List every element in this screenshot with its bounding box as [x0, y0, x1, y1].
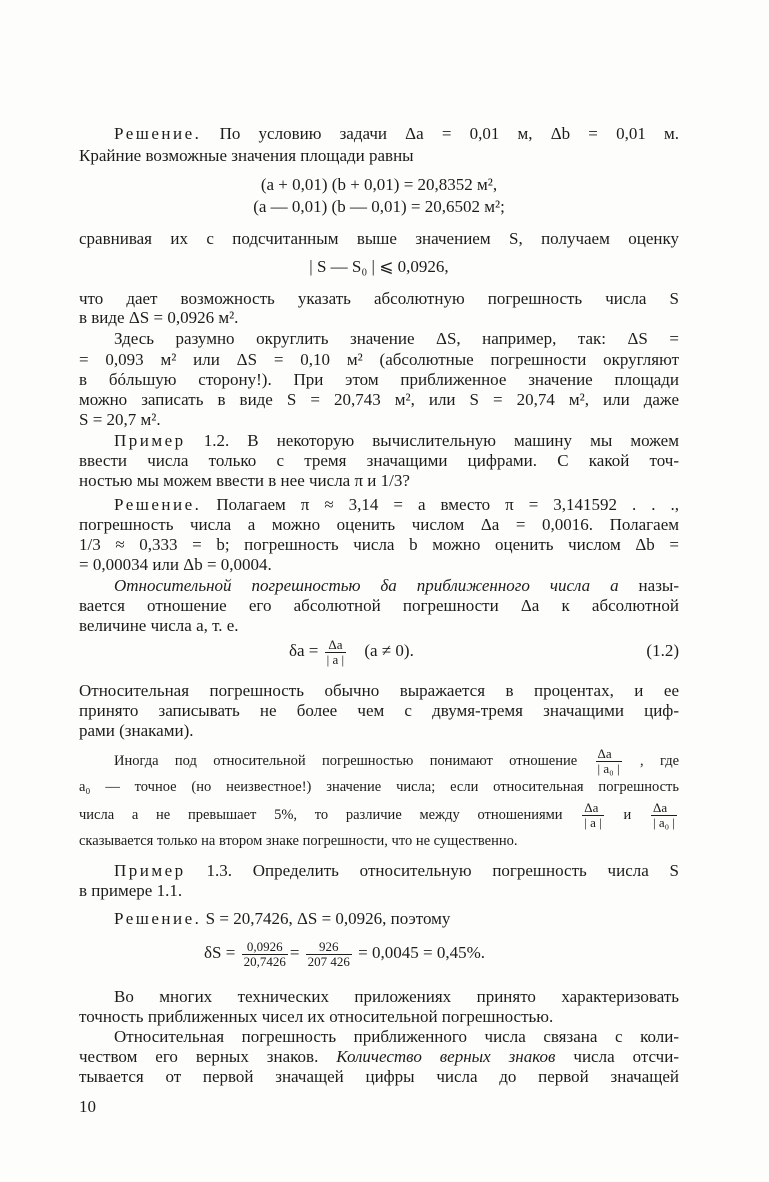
- example-line: Пример 1.3. Определить относительную погрешность числа S: [114, 861, 679, 880]
- text-line: рами (знаками).: [79, 721, 194, 740]
- fraction: $\frac{0,0926}{20,7426}$: [243, 938, 286, 969]
- solution-label: Решение.: [114, 124, 202, 143]
- text-line: = 0,00034 или Δb = 0,0004.: [79, 555, 272, 574]
- example-label: Пример: [114, 861, 186, 880]
- text-line: ностью мы можем ввести в нее числа π и 1/3?: [79, 471, 410, 490]
- text-line: 1/3 ≈ 0,333 = b; погрешность числа b можно оценить числом Δb =: [79, 535, 679, 554]
- text-line: Относительная погрешность обычно выражается в процентах, и ее: [79, 681, 679, 700]
- fraction: $\frac{\Delta a}{| a |}$: [584, 800, 602, 831]
- solution-line: Решение. Полагаем π ≈ 3,14 = a вместо π = 3,141592 . . .,: [114, 495, 679, 514]
- note-line: a₀ — точное (но неизвестное!) значение числа; если относительная погрешность: [79, 779, 679, 795]
- page-number: 10: [79, 1097, 96, 1116]
- equation: | S — S₀ | ⩽ 0,0926,: [309, 257, 449, 276]
- solution-label: Решение.: [114, 909, 202, 928]
- formula-body: δa = $\frac{\Delta a}{| a |}$ (a ≠ 0).: [289, 636, 414, 667]
- text-line: точность приближенных чисел их относительной погрешностью.: [79, 1007, 554, 1026]
- equation-number: (1.2): [646, 641, 679, 660]
- emphasized-term: Количество верных знаков: [336, 1047, 556, 1066]
- definition-line: Относительной погрешностью δa приближенного числа a назы-: [114, 576, 679, 595]
- text-line: что дает возможность указать абсолютную погрешность числа S: [79, 289, 679, 308]
- text-line: Во многих технических приложениях принято характеризовать: [114, 987, 679, 1006]
- text-line: можно записать в виде S = 20,743 м², или S = 20,74 м², или даже: [79, 390, 679, 409]
- note-line: числа a не превышает 5%, то различие между отношениями $\frac{\Delta a}{| a |}$ и $\frac{\Delta a}{\text{| a₀ |}}$: [79, 800, 675, 831]
- text-line: S = 20,7 м².: [79, 410, 161, 429]
- text-line: = 0,093 м² или ΔS = 0,10 м² (абсолютные погрешности округляют: [79, 350, 679, 369]
- text-line: Здесь разумно округлить значение ΔS, например, так: ΔS =: [114, 329, 679, 348]
- text-line: сравнивая их с подсчитанным выше значением S, получаем оценку: [79, 229, 679, 248]
- formula-1-2: [79, 636, 679, 666]
- solution-line: Решение. По условию задачи Δa = 0,01 м, Δb = 0,01 м.: [114, 124, 680, 143]
- text-line: погрешность числа a можно оценить числом Δa = 0,0016. Полагаем: [79, 515, 679, 534]
- text-line: в виде ΔS = 0,0926 м².: [79, 308, 239, 327]
- note-line: Иногда под относительной погрешностью понимают отношение $\frac{\Delta a}{\text{| a₀ |}}$ , где: [114, 746, 680, 777]
- text-line: величине числа a, т. е.: [79, 616, 239, 635]
- equation: (a — 0,01) (b — 0,01) = 20,6502 м²;: [253, 197, 505, 216]
- fraction: $\frac{\Delta a}{\text{| a₀ |}}$: [597, 746, 620, 777]
- page: [79, 0, 679, 1182]
- text-line: в примере 1.1.: [79, 881, 183, 900]
- example-line: Пример 1.2. В некоторую вычислительную машину мы можем: [114, 431, 679, 450]
- solution-label: Решение.: [114, 495, 202, 514]
- formula-body: δS = $\frac{0,0926}{20,7426}$ = $\frac{926}{207 426}$ = 0,0045 = 0,45%.: [204, 938, 485, 969]
- solution-line: Решение. S = 20,7426, ΔS = 0,0926, поэтому: [114, 909, 451, 928]
- text-line: принято записывать не более чем с двумя-тремя значащими циф-: [79, 701, 679, 720]
- text-line: тывается от первой значащей цифры числа до первой значащей: [79, 1067, 679, 1086]
- text-line: вается отношение его абсолютной погрешности Δa к абсолютной: [79, 596, 679, 615]
- definition-term: Относительной погрешностью δa приближенного числа a: [114, 576, 619, 595]
- text-line: ввести числа только с тремя значащими цифрами. С какой точ-: [79, 451, 679, 470]
- example-label: Пример: [114, 431, 186, 450]
- fraction: $\frac{\Delta a}{\text{| a₀ |}}$: [652, 800, 675, 831]
- text-line: Относительная погрешность приближенного числа связана с коли-: [114, 1027, 679, 1046]
- text-line: чеством его верных знаков. Количество верных знаков числа отсчи-: [79, 1047, 679, 1066]
- note-line: сказывается только на втором знаке погрешности, что не существенно.: [79, 833, 518, 849]
- text-line: Крайние возможные значения площади равны: [79, 146, 414, 165]
- fraction: $\frac{926}{207 426}$: [307, 938, 350, 969]
- equation: (a + 0,01) (b + 0,01) = 20,8352 м²,: [260, 175, 498, 194]
- formula-delta-s: [79, 936, 679, 970]
- fraction: $\frac{\Delta a}{| a |}$: [326, 636, 345, 667]
- text-line: в бóльшую сторону!). При этом приближенное значение площади: [79, 370, 679, 389]
